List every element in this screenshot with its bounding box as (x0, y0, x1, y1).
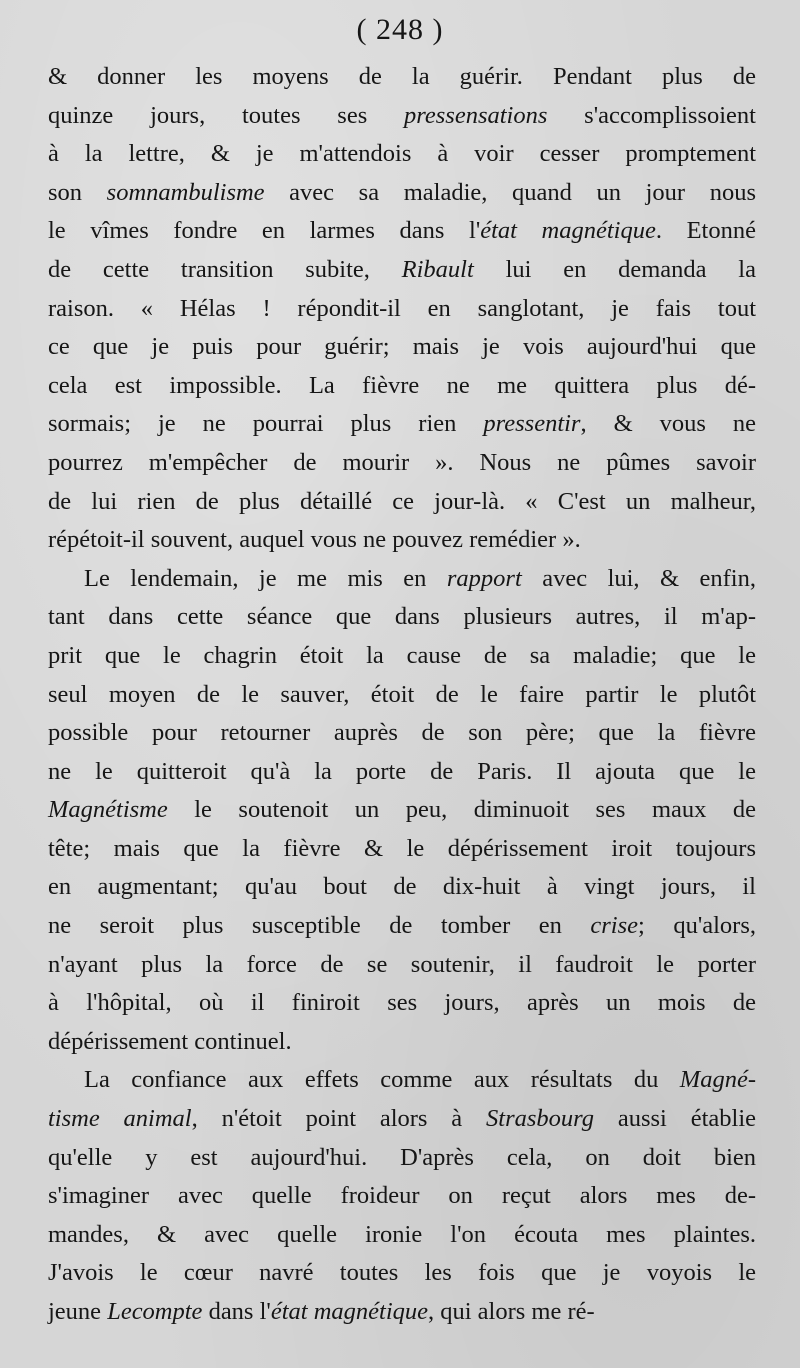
text-line (48, 1100, 756, 1139)
text-line (48, 135, 756, 174)
text-run: , n'étoit point alors à (191, 1105, 487, 1133)
text-line (48, 753, 756, 792)
page-number: ( 248 ) (356, 13, 444, 46)
text-line (48, 1177, 756, 1216)
italic-run: rapport (446, 564, 522, 592)
text-run: tant dans cette séance que dans plusieurs autres, il m'ap- (48, 603, 756, 631)
text-run: prit que le chagrin étoit la cause de sa maladie; que le (48, 641, 756, 669)
text-run: ce que je puis pour guérir; mais je vois aujourd'hui que (48, 333, 756, 361)
text-run: , qui alors me ré- (428, 1298, 595, 1325)
text-run: à la lettre, & je m'attendois à voir cesser promptement (48, 140, 756, 168)
text-run: ne seroit plus susceptible de tomber en (48, 912, 591, 940)
text-line (48, 1061, 756, 1100)
text-run: pourrez m'empêcher de mourir ». Nous ne pûmes savoir (48, 448, 756, 476)
text-line (48, 830, 756, 869)
text-run: . Etonné (655, 217, 756, 245)
text-line (48, 714, 756, 753)
paragraph (48, 560, 756, 1062)
italic-run: somnambulisme (106, 178, 265, 206)
text-line (48, 868, 756, 907)
text-run: lui en demanda la (473, 255, 756, 283)
text-run: mandes, & avec quelle ironie l'on écouta mes plaintes. (48, 1220, 756, 1248)
text-run: possible pour retourner auprès de son père; que la fièvre (48, 719, 756, 747)
text-line (48, 791, 756, 830)
text-run: le soutenoit un peu, diminuoit ses maux de (167, 796, 756, 824)
text-line (48, 405, 756, 444)
text-line (48, 290, 756, 329)
text-run: de lui rien de plus détaillé ce jour-là. « C'est un malheur, (48, 487, 756, 515)
text-run: de cette transition subite, (48, 255, 402, 283)
italic-run: pressentir (483, 410, 581, 438)
italic-run: pressensations (404, 101, 548, 129)
italic-run: état magnétique (270, 1298, 428, 1325)
text-run: sormais; je ne pourrai plus rien (48, 410, 484, 438)
italic-run: état magnétique (480, 217, 656, 245)
italic-run: crise (590, 912, 639, 940)
text-line (48, 1139, 756, 1178)
text-run: seul moyen de le sauver, étoit de le faire partir le plutôt (48, 680, 756, 708)
text-run: avec sa maladie, quand un jour nous (264, 178, 756, 206)
body-text (48, 58, 756, 1332)
text-run: en augmentant; qu'au bout de dix-huit à vingt jours, il (48, 873, 756, 901)
text-run: ; qu'alors, (638, 912, 756, 940)
italic-run: Lecompte (107, 1298, 203, 1325)
text-line (48, 984, 756, 1023)
text-line (48, 1216, 756, 1255)
text-run: J'avois le cœur navré toutes les fois que je voyois le (48, 1259, 756, 1287)
text-run: & donner les moyens de la guérir. Pendant plus de (48, 63, 756, 90)
text-line (48, 1293, 756, 1332)
italic-run: tisme animal (48, 1105, 192, 1133)
text-line (48, 251, 756, 290)
text-run: Le lendemain, je me mis en (84, 564, 447, 592)
text-run: s'accomplissoient (547, 101, 756, 129)
text-run: à l'hôpital, où il finiroit ses jours, après un mois de (48, 989, 756, 1017)
text-line (48, 174, 756, 213)
text-line (48, 328, 756, 367)
text-line (48, 521, 756, 560)
text-run: quinze jours, toutes ses (48, 101, 405, 129)
text-line (48, 444, 756, 483)
text-line (48, 598, 756, 637)
italic-run: Magnétisme (48, 796, 168, 824)
text-run: cela est impossible. La fièvre ne me quittera plus dé- (48, 371, 756, 399)
text-line (48, 212, 756, 251)
text-run: dépérissement continuel. (48, 1027, 292, 1055)
paragraph (48, 58, 756, 560)
text-run: son (48, 178, 107, 206)
text-line (48, 483, 756, 522)
text-run: avec lui, & enfin, (521, 564, 756, 592)
text-line (48, 560, 756, 599)
text-run: , & vous ne (580, 410, 756, 438)
text-line (48, 97, 756, 136)
text-run: dans l' (202, 1298, 271, 1325)
text-run: le vîmes fondre en larmes dans l' (48, 217, 481, 245)
text-line (48, 367, 756, 406)
text-run: s'imaginer avec quelle froideur on reçut alors mes de- (48, 1182, 756, 1210)
italic-run: Magné- (679, 1066, 756, 1094)
text-line (48, 907, 756, 946)
text-line (48, 58, 756, 97)
paragraph (48, 1061, 756, 1331)
text-run: La confiance aux effets comme aux résultats du (84, 1066, 680, 1094)
italic-run: Ribault (401, 255, 474, 283)
text-run: qu'elle y est aujourd'hui. D'après cela, on doit bien (48, 1143, 756, 1171)
text-line (48, 946, 756, 985)
text-run: n'ayant plus la force de se soutenir, il faudroit le porter (48, 950, 756, 978)
text-run: jeune (48, 1298, 108, 1325)
text-line (48, 676, 756, 715)
text-run: aussi établie (594, 1105, 757, 1133)
text-run: raison. « Hélas ! répondit-il en sanglotant, je fais tout (48, 294, 756, 322)
text-run: ne le quitteroit qu'à la porte de Paris. Il ajouta que le (48, 757, 756, 785)
text-line (48, 637, 756, 676)
text-run: répétoit-il souvent, auquel vous ne pouvez remédier ». (48, 526, 581, 554)
italic-run: Strasbourg (486, 1105, 595, 1133)
text-line (48, 1023, 756, 1062)
text-run: tête; mais que la fièvre & le dépérissement iroit toujours (48, 834, 756, 862)
text-line (48, 1254, 756, 1293)
